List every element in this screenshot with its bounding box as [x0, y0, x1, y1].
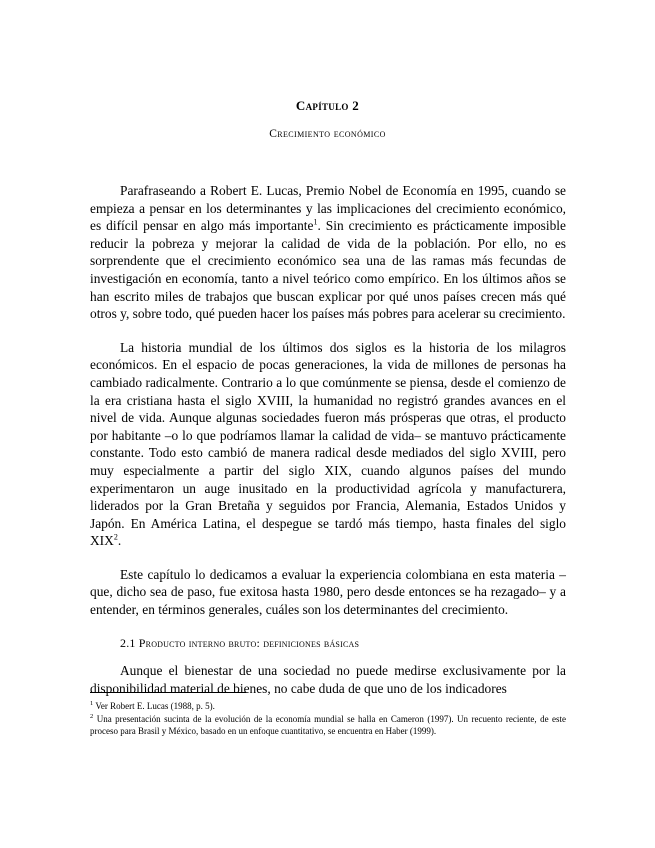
paragraph-2 [90, 339, 566, 550]
paragraph-2-text-b: . [117, 533, 122, 549]
footnote-2-number: 2 [90, 712, 94, 720]
footnote-1-number: 1 [90, 700, 94, 707]
footnote-1 [90, 700, 566, 713]
chapter-title: Crecimiento económico [269, 128, 386, 140]
paragraph-3: Este capítulo lo dedicamos a evaluar la experiencia colombiana en esta materia –que, dicho sea de paso, fue exitosa hasta 1980, pero desde entonces se ha rezagado– y a entender, en términos generales, cuáles son los determinantes del crecimiento. [90, 566, 566, 618]
paragraph-1 [90, 182, 566, 323]
section-heading: 2.1 Producto interno bruto: definiciones básicas [120, 635, 360, 650]
footnote-2-text: Una presentación sucinta de la evolución de la economía mundial se halla en Cameron (1997). Un recuento reciente, de este proceso para Brasil y México, basado en un enfoque cuantitativo, se encuentra en Haber (1999). [90, 713, 567, 736]
footnotes [90, 700, 566, 738]
body-text [90, 182, 566, 713]
footnote-1-text: Ver Robert E. Lucas (1988, p. 5). [95, 701, 215, 711]
chapter-label: Capítulo 2 [295, 98, 360, 113]
paragraph-4: Aunque el bienestar de una sociedad no puede medirse exclusivamente por la disponibilidad material de bienes, no cabe duda de que uno de los indicadores [90, 663, 566, 696]
footnote-ref-1[interactable]: 1 [313, 217, 318, 227]
paragraph-1-text-b: . Sin crecimiento es prácticamente imposible reducir la pobreza y mejorar la calidad de vida de la población. Por ello, no es sorprendente que el crecimiento económico sea una de las ramas más fecundas de investigación en economía, tanto a nivel teórico como empírico. En los últimos años se han escrito miles de trabajos que buscan explicar por qué unos países crecen más qué otros y, sobre todo, qué pueden hacer los países más pobres para acelerar su crecimiento. [90, 218, 566, 322]
paragraph-1-text-a: Parafraseando a Robert E. Lucas, Premio Nobel de Economía en 1995, cuando se empieza a pensar en los determinantes y las implicaciones del crecimiento económico, es difícil pensar en algo más importante [90, 183, 566, 234]
footnote-ref-2[interactable]: 2 [113, 532, 118, 542]
footnote-2 [90, 713, 566, 738]
footnote-divider [90, 692, 246, 693]
paragraph-2-text-a: La historia mundial de los últimos dos siglos es la historia de los milagros económicos. En el espacio de pocas generaciones, la vida de millones de personas ha cambiado radicalmente. Contrario a lo que comúnmente se piensa, desde el comienzo de la era cristiana hasta el siglo XVIII, la humanidad no registró grandes avances en el nivel de vida. Aunque algunas sociedades fueron más prósperas que otras, el producto por habitante –o lo que podríamos llamar la calidad de vida– se mantuvo prácticamente constante. Todo esto cambió de manera radical desde mediados del siglo XVIII, pero muy especialmente a partir del siglo XIX, cuando algunos países del mundo experimentaron un auge inusitado en la productividad agrícola y manufacturera, liderados por la Gran Bretaña y seguidos por Francia, Alemania, Estados Unidos y Japón. En América Latina, el despegue se tardó más tiempo, hasta finales del siglo XIX [90, 339, 566, 549]
